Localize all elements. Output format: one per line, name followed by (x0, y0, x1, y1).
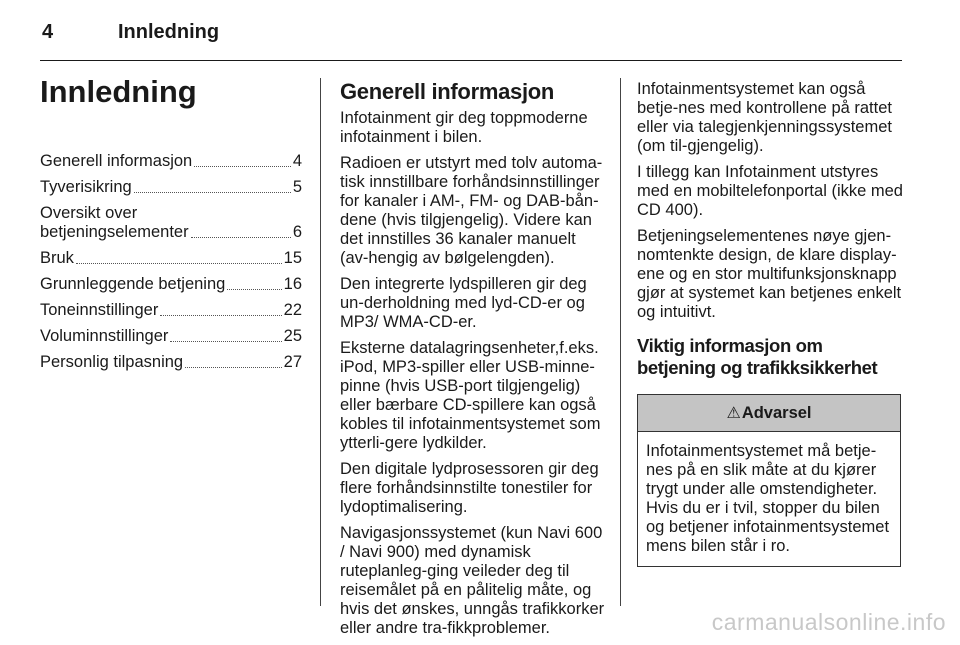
toc-label: Grunnleggende betjening (40, 275, 226, 293)
toc-entry-generell-informasjon[interactable] (40, 152, 302, 171)
body-paragraph: Radioen er utstyrt med tolv automa-tisk innstillbare forhåndsinnstillinger for kanaler i AM-, FM- og DAB-bån-dene (hvis tilgjengelig). Videre kan det innstilles 36 kanaler manuelt (av-hengig av bølgelengden). (340, 154, 603, 267)
toc-label: Bruk (40, 249, 74, 267)
toc-label: Voluminnstillinger (40, 327, 169, 345)
toc-leader (170, 341, 281, 342)
toc-label: Oversikt over betjeningselementer (40, 204, 189, 241)
toc-label: Personlig tilpasning (40, 353, 184, 371)
body-paragraph: Den digitale lydprosessoren gir deg flere forhåndsinnstilte tonestiler for lydoptimalisering. (340, 460, 599, 516)
left-column (40, 74, 302, 379)
toc-leader (76, 263, 282, 264)
warning-text: Infotainmentsystemet må betje-nes på en slik måte at du kjører trygt under alle omstendigheter. Hvis du er i tvil, stopper du bilen og betjener infotainmentsystemet mens bilen står i ro. (646, 442, 890, 555)
body-paragraph: Navigasjonssystemet (kun Navi 600 / Navi 900) med dynamisk ruteplanleg-ging veileder deg til reisemålet på en pålitelig måte, og hvis det ønskes, unngås trafikkorker eller andre tra-fikkproblemer. (340, 524, 605, 637)
toc-entry-oversikt-over-betjeningselementer[interactable] (40, 204, 302, 242)
body-paragraph: Eksterne datalagringsenheter,f.eks. iPod, MP3-spiller eller USB-minne-pinne (hvis USB-port tilgjengelig) eller bærbare CD-spillere kan også kobles til infotainmentsystemet som ytterli-gere lydkilder. (340, 339, 601, 452)
toc-page-number: 25 (283, 327, 302, 345)
toc-page-number: 6 (292, 223, 302, 241)
toc-label: Toneinnstillinger (40, 301, 159, 319)
toc-page-number: 27 (283, 353, 302, 371)
warning-triangle-icon: ⚠ (726, 404, 741, 422)
toc-entry-grunnleggende-betjening[interactable] (40, 275, 302, 294)
toc-label: Generell informasjon (40, 152, 193, 170)
toc-entry-voluminnstillinger[interactable] (40, 327, 302, 346)
body-paragraph: Den integrerte lydspilleren gir deg un-derholdning med lyd-CD-er og MP3/ WMA-CD-er. (340, 275, 587, 331)
body-paragraph: Infotainment gir deg toppmoderne infotainment i bilen. (340, 109, 588, 146)
middle-column (340, 80, 606, 645)
table-of-contents (40, 152, 302, 372)
toc-entry-tyverisikring[interactable] (40, 178, 302, 197)
warning-header (638, 395, 900, 432)
toc-leader (194, 166, 291, 167)
toc-page-number: 22 (283, 301, 302, 319)
toc-leader (134, 192, 291, 193)
toc-page-number: 4 (292, 152, 302, 170)
toc-entry-personlig-tilpasning[interactable] (40, 353, 302, 372)
header-title: Innledning (118, 21, 220, 43)
right-column (637, 80, 903, 567)
toc-entry-toneinnstillinger[interactable] (40, 301, 302, 320)
toc-page-number: 16 (283, 275, 302, 293)
chapter-title: Innledning (40, 74, 197, 109)
subsection-heading: Viktig informasjon om betjening og trafikksikkerhet (637, 335, 878, 378)
toc-entry-bruk[interactable] (40, 249, 302, 268)
warning-box (637, 394, 901, 567)
toc-leader (160, 315, 281, 316)
toc-leader (227, 289, 281, 290)
column-divider (320, 78, 321, 606)
toc-page-number: 5 (292, 178, 302, 196)
section-heading: Generell informasjon (340, 79, 555, 104)
body-paragraph: Infotainmentsystemet kan også betje-nes med kontrollene på rattet eller via talegjenkjenningssystemet (om til-gjengelig). (637, 80, 892, 155)
watermark: carmanualsonline.info (711, 609, 946, 635)
toc-label: Tyverisikring (40, 178, 132, 196)
body-paragraph: I tillegg kan Infotainment utstyres med en mobiltelefonportal (ikke med CD 400). (637, 163, 903, 219)
body-paragraph: Betjeningselementenes nøye gjen-nomtenkte design, de klare display-ene og en stor multifunksjonsknapp gjør at systemet kan betjenes enkelt og intuitivt. (637, 227, 902, 321)
column-divider (620, 78, 621, 606)
page-header (40, 20, 902, 61)
toc-leader (191, 237, 291, 238)
page-number: 4 (42, 21, 54, 43)
toc-page-number: 15 (283, 249, 302, 267)
toc-leader (185, 367, 282, 368)
warning-title: Advarsel (741, 403, 812, 422)
